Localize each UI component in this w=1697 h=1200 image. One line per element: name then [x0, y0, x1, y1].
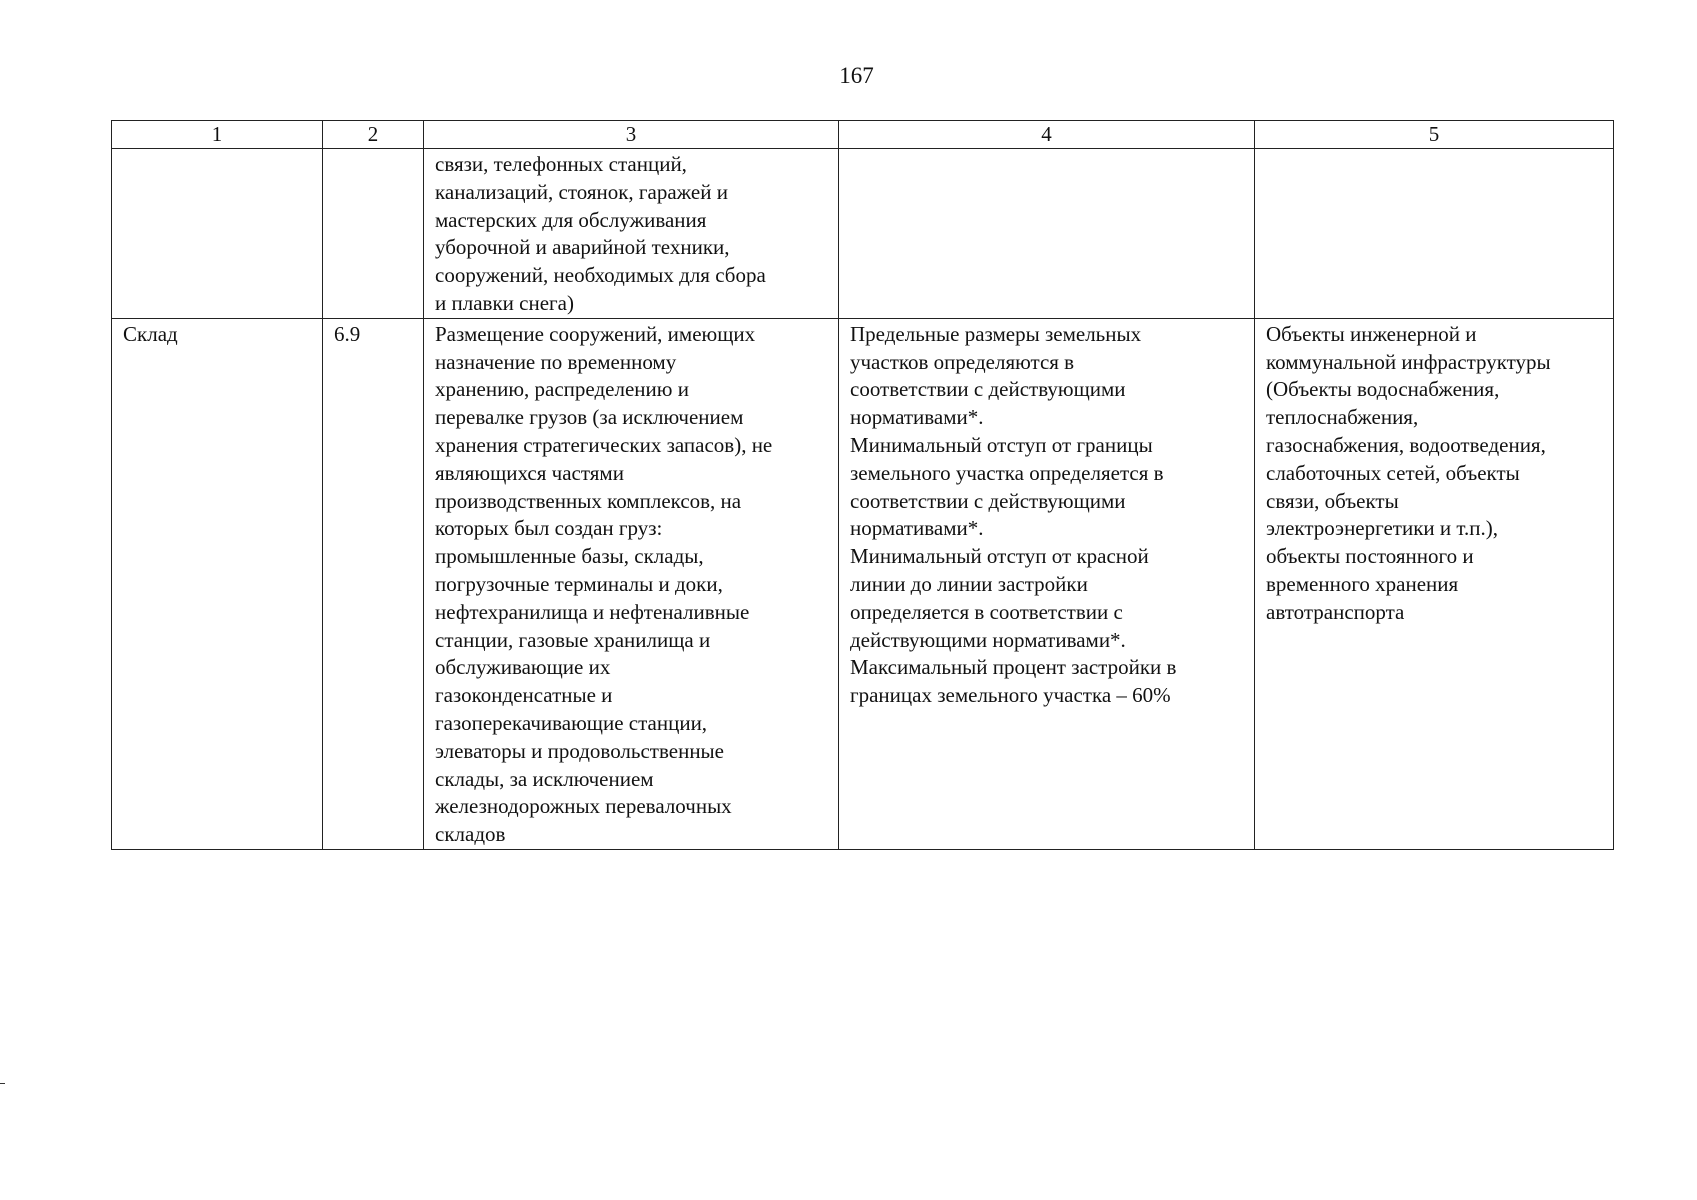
cell-text-line: хранению, распределению и — [435, 377, 689, 402]
table-row — [112, 149, 1614, 319]
column-header-5: 5 — [1255, 121, 1614, 149]
cell-text-line: производственных комплексов, на — [435, 488, 742, 513]
cell-text-line: газоперекачивающие станции, — [435, 710, 708, 735]
cell-text-line: коммунальной инфраструктуры — [1266, 349, 1551, 374]
table-cell-col5 — [1255, 318, 1614, 849]
cell-text-line: Минимальный отступ от границы — [850, 432, 1153, 457]
cell-text-line: земельного участка определяется в — [850, 460, 1164, 485]
page-number: 167 — [839, 63, 874, 88]
cell-text-line: уборочной и аварийной техники, — [435, 235, 730, 260]
cell-text-line: Склад — [123, 321, 178, 346]
cell-text-line: склады, за исключением — [435, 766, 654, 791]
cell-text-line: перевалке грузов (за исключением — [435, 405, 744, 430]
cell-text-line: складов — [435, 822, 506, 847]
cell-text-line: мастерских для обслуживания — [435, 207, 707, 232]
table-cell-col1 — [112, 149, 323, 319]
cell-text-line: участков определяются в — [850, 349, 1075, 374]
cell-text-line: Размещение сооружений, имеющих — [435, 321, 756, 346]
table-cell-col3 — [424, 318, 839, 849]
cell-text-line: нормативами*. — [850, 405, 984, 430]
table-header-row — [112, 121, 1614, 149]
cell-text-line: автотранспорта — [1266, 599, 1405, 624]
cell-text-line: теплоснабжения, — [1266, 405, 1419, 430]
table-cell-col5 — [1255, 149, 1614, 319]
cell-text-line: нормативами*. — [850, 516, 984, 541]
column-header-3: 3 — [424, 121, 839, 149]
cell-text-line: элеваторы и продовольственные — [435, 738, 724, 763]
cell-text-line: промышленные базы, склады, — [435, 544, 704, 569]
cell-text-line: погрузочные терминалы и доки, — [435, 571, 723, 596]
cell-text-line: 6.9 — [334, 321, 361, 346]
cell-text-line: и плавки снега) — [435, 290, 574, 315]
cell-text-line: связи, телефонных станций, — [435, 152, 687, 176]
cell-text-line: нефтехранилища и нефтеналивные — [435, 599, 750, 624]
cell-text-line: определяется в соответствии с — [850, 599, 1123, 624]
cell-text-line: являющихся частями — [435, 460, 624, 485]
cell-text-line: станции, газовые хранилища и — [435, 627, 711, 652]
column-header-1: 1 — [112, 121, 323, 149]
cell-text-line: временного хранения — [1266, 571, 1459, 596]
cell-text-line: слаботочных сетей, объекты — [1266, 460, 1520, 485]
cell-text-line: соответствии с действующими — [850, 488, 1126, 513]
table-cell-col3 — [424, 149, 839, 319]
cell-text-line: назначение по временному — [435, 349, 677, 374]
cell-text-line: канализаций, стоянок, гаражей и — [435, 179, 728, 204]
zoning-table — [111, 120, 1614, 850]
cell-text-line: действующими нормативами*. — [850, 627, 1126, 652]
cell-text-line: Максимальный процент застройки в — [850, 655, 1177, 680]
table-cell-col2 — [323, 149, 424, 319]
table-cell-col4 — [839, 318, 1255, 849]
cell-text-line: соответствии с действующими — [850, 377, 1126, 402]
column-header-4: 4 — [839, 121, 1255, 149]
cell-text-line: электроэнергетики и т.п.), — [1266, 516, 1498, 541]
cell-text-line: Объекты инженерной и — [1266, 321, 1477, 346]
table-row — [112, 318, 1614, 849]
cell-text-line: (Объекты водоснабжения, — [1266, 377, 1500, 402]
cell-text-line: Предельные размеры земельных — [850, 321, 1142, 346]
table-cell-col2 — [323, 318, 424, 849]
table-cell-col1 — [112, 318, 323, 849]
cell-text-line: Минимальный отступ от красной — [850, 544, 1149, 569]
cell-text-line: обслуживающие их — [435, 655, 611, 680]
cell-text-line: газоснабжения, водоотведения, — [1266, 432, 1546, 457]
cell-text-line: границах земельного участка – 60% — [850, 683, 1171, 708]
cell-text-line: связи, объекты — [1266, 488, 1399, 513]
cell-text-line: линии до линии застройки — [850, 571, 1088, 596]
cell-text-line: которых был создан груз: — [435, 516, 663, 541]
cell-text-line: железнодорожных перевалочных — [435, 794, 732, 819]
edge-mark — [0, 1083, 5, 1084]
cell-text-line: сооружений, необходимых для сбора — [435, 263, 766, 288]
cell-text-line: объекты постоянного и — [1266, 544, 1474, 569]
cell-text-line: хранения стратегических запасов), не — [435, 432, 773, 457]
cell-text-line: газоконденсатные и — [435, 683, 613, 708]
column-header-2: 2 — [323, 121, 424, 149]
table-cell-col4 — [839, 149, 1255, 319]
